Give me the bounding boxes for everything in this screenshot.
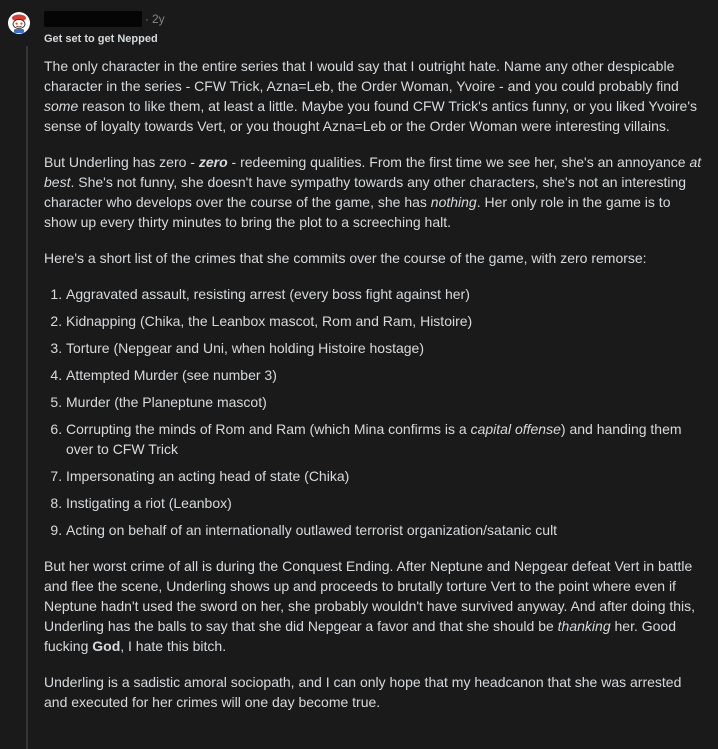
separator-dot: ·: [145, 12, 149, 26]
crimes-list: [44, 284, 704, 540]
paragraph-1: The only character in the entire series that I would say that I outright hate. Name any other despicable character in the series - CFW Trick, Azna=Leb, the Order Woman, Yvoire - and you could probably find some reason to like them, at least a little. Maybe you found CFW Trick's antics funny, or you liked Yvoire's sense of loyalty towards Vert, or you thought Azna=Leb or the Order Woman were interesting villains.: [44, 58, 698, 134]
list-item: 8. Instigating a riot (Leanbox): [66, 493, 704, 513]
redacted-username[interactable]: [44, 11, 142, 27]
list-item: 2. Kidnapping (Chika, the Leanbox mascot, Rom and Ram, Histoire): [66, 311, 704, 331]
list-item: 3. Torture (Nepgear and Uni, when holding Histoire hostage): [66, 338, 704, 358]
list-item: 7. Impersonating an acting head of state (Chika): [66, 466, 704, 486]
list-item: 4. Attempted Murder (see number 3): [66, 365, 704, 385]
list-item: 9. Acting on behalf of an internationally outlawed terrorist organization/satanic cult: [66, 520, 704, 540]
list-item: 1. Aggravated assault, resisting arrest (every boss fight against her): [66, 284, 704, 304]
comment-body: [44, 56, 704, 728]
comment-header: [44, 10, 165, 28]
paragraph-3: Here's a short list of the crimes that she commits over the course of the game, with zero remorse:: [44, 250, 647, 266]
user-flair: Get set to get Nepped: [44, 33, 158, 45]
snoo-avatar-icon[interactable]: [8, 12, 30, 34]
list-item: 6. Corrupting the minds of Rom and Ram (which Mina confirms is a capital offense) and handing them over to CFW Trick: [66, 419, 704, 459]
comment-timestamp[interactable]: 2y: [152, 12, 165, 26]
paragraph-2: But Underling has zero - zero - redeeming qualities. From the first time we see her, she's an annoyance at best. She's not funny, she doesn't have sympathy towards any other characters, she's not an interesting character who develops over the course of the game, she has nothing. Her only role in the game is to show up every thirty minutes to bring the plot to a screeching halt.: [44, 154, 702, 230]
paragraph-4: But her worst crime of all is during the Conquest Ending. After Neptune and Nepgear defeat Vert in battle and flee the scene, Underling shows up and proceeds to brutally torture Vert to the point where even if Neptune hadn't used the sword on her, she probably wouldn't have survived anyway. And after doing this, Underling has the balls to say that she did Nepgear a favor and that she should be thanking her. Good fucking God, I hate this bitch.: [44, 558, 696, 654]
paragraph-5: Underling is a sadistic amoral sociopath, and I can only hope that my headcanon that she was arrested and executed for her crimes will one day become true.: [44, 674, 682, 710]
thread-line[interactable]: [26, 46, 28, 749]
list-item: 5. Murder (the Planeptune mascot): [66, 392, 704, 412]
